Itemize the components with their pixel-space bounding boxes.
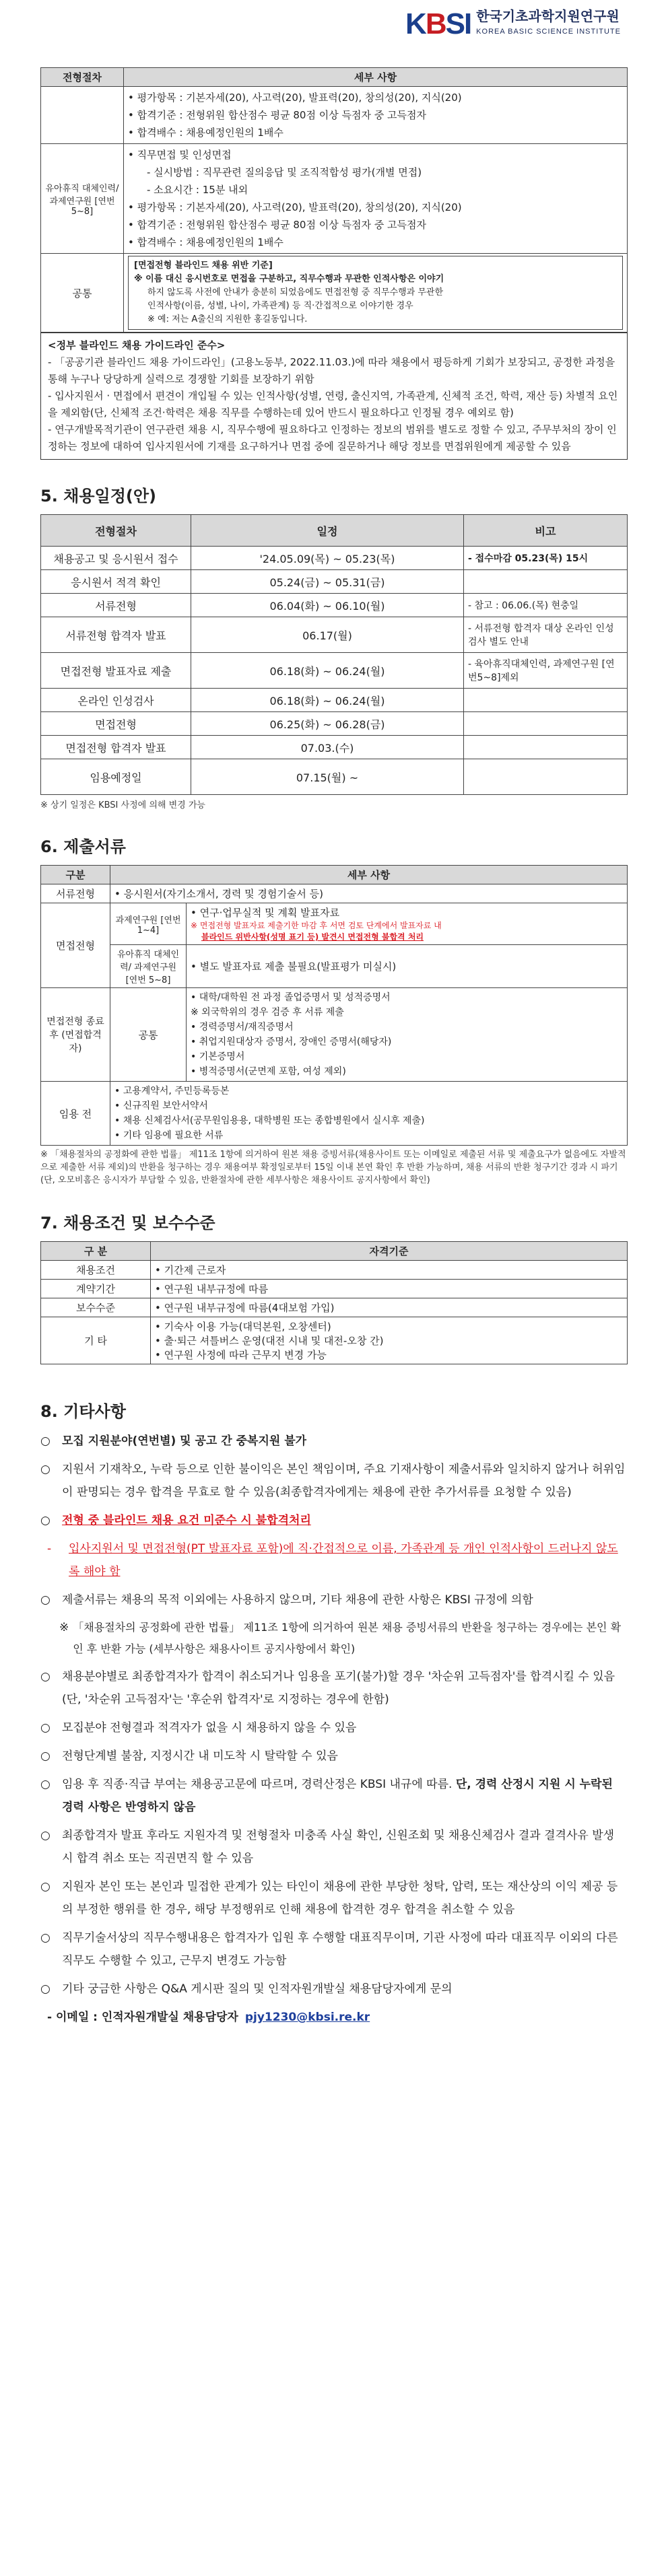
condition-value (151, 1317, 628, 1364)
detail-line: ※ 면접전형 발표자료 제출기한 마감 후 서면 검토 단계에서 발표자료 내 (191, 921, 442, 930)
schedule-date: 06.18(화) ~ 06.24(월) (191, 689, 464, 712)
detail-line: • 고용계약서, 주민등록등본 (114, 1086, 230, 1096)
contact-email-line (40, 2006, 628, 2029)
category-cell: 면접전형 종료 후 (면접합격자) (41, 988, 110, 1082)
notice-line: - 「공공기관 블라인드 채용 가이드라인」(고용노동부, 2022.11.03.)에 따라 채용에서 평등하게 기회가 보장되고, 공정한 과정을 통해 누구나 당당하게 실력으로 경쟁할 기회를 보장하기 위함 (48, 356, 615, 385)
list-item-text (62, 1773, 628, 1819)
schedule-note-cell (464, 759, 628, 795)
list-item-text: 최종합격자 발표 후라도 지원자격 및 전형절차 미충족 사실 확인, 신원조회 및 채용신체검사 결과 결격사유 발생 시 합격 취소 또는 직권면직 할 수 있음 (62, 1829, 615, 1865)
table-row (41, 759, 628, 795)
schedule-stage: 서류전형 합격자 발표 (41, 617, 191, 653)
category-cell: 서류전형 (41, 884, 110, 903)
box-title: [면접전형 블라인드 채용 위반 기준] (134, 260, 273, 271)
table-row (41, 1261, 628, 1280)
list-item (40, 1458, 628, 1504)
condition-line: • 연구원 사정에 따라 근무지 변경 가능 (155, 1349, 327, 1361)
detail-line: - 실시방법 : 직무관련 질의응답 및 조직적합성 평가(개별 면접) (147, 166, 422, 178)
table-row (41, 1280, 628, 1298)
schedule-date: 06.25(화) ~ 06.28(금) (191, 712, 464, 736)
list-item-mark: ○ (40, 1880, 51, 1893)
detail-cell (110, 1082, 628, 1146)
list-item-text: 제출서류는 채용의 목적 이외에는 사용하지 않으며, 기타 채용에 관한 사항은 KBSI 규정에 의함 (62, 1593, 533, 1607)
schedule-date: 06.18(화) ~ 06.24(월) (191, 653, 464, 689)
table-row (41, 144, 628, 254)
list-item (40, 1430, 628, 1453)
table-row (41, 689, 628, 712)
schedule-stage: 채용공고 및 응시원서 접수 (41, 547, 191, 570)
schedule-stage: 면접전형 (41, 712, 191, 736)
table-row (41, 1317, 628, 1364)
documents-table (40, 865, 628, 1146)
box-line: ※ 이름 대신 응시번호로 면접을 구분하고, 직무수행과 무관한 인적사항은 이야기 (134, 274, 444, 284)
list-item-mark: ○ (40, 1514, 51, 1527)
list-item (40, 1773, 628, 1819)
schedule-note: ※ 상기 일정은 KBSI 사정에 의해 변경 가능 (40, 800, 205, 810)
table-row (41, 1082, 628, 1146)
table-row (41, 884, 628, 903)
list-item-mark: - (47, 1542, 52, 1556)
table-row (41, 547, 628, 570)
list-item (40, 1589, 628, 1611)
schedule-note-cell (464, 712, 628, 736)
condition-line: • 기숙사 이용 가능(대덕본원, 오창센터) (155, 1321, 331, 1333)
list-item-text: 「채용절차의 공정화에 관한 법률」 제11조 1항에 의거하여 원본 채용 증빙서류의 반환을 청구하는 경우에는 본인 확인 후 반환 가능 (세부사항은 채용사이트 공지사항에서 확인) (73, 1621, 622, 1655)
detail-cell (124, 254, 628, 333)
subcategory-cell: 과제연구원 [연번 1~4] (110, 903, 187, 945)
condition-value: • 기간제 근로자 (151, 1261, 628, 1280)
condition-label: 보수수준 (41, 1298, 151, 1317)
table-row (41, 1298, 628, 1317)
list-item (40, 1509, 628, 1532)
notice-line: - 연구개발목적기관이 연구관련 채용 시, 직무수행에 필요하다고 인정하는 정보의 범위를 별도로 정할 수 있고, 주무부처의 장이 인정하는 정보에 대하여 입사지원서에 기재를 요구하거나 면접 중에 질문하거나 해당 정보를 면접위원에게 제공할 수 있음 (48, 423, 617, 452)
schedule-stage: 임용예정일 (41, 759, 191, 795)
notice-line: - 입사지원서 · 면접에서 편견이 개입될 수 있는 인적사항(성별, 연령, 출신지역, 가족관계, 신체적 조건, 학력, 재산 등) 차별적 요인을 제외함(단, 신체적 조건·학력은 채용 직무를 수행하는데 있어 반드시 필요하다고 인정될 경우 예외로 함) (48, 390, 618, 419)
list-item (40, 1745, 628, 1768)
list-item-mark: ○ (40, 1931, 51, 1945)
table-row (41, 87, 628, 144)
condition-label: 계약기간 (41, 1280, 151, 1298)
detail-line: • 합격기준 : 전형위원 합산점수 평균 80점 이상 득점자 중 고득점자 (128, 219, 426, 231)
schedule-note-cell (464, 689, 628, 712)
schedule-note-cell (464, 570, 628, 594)
detail-cell (187, 988, 628, 1082)
col-header: 세부 사항 (110, 866, 628, 884)
box-line: 하지 않도록 사전에 안내가 충분히 되었음에도 면접전형 중 직무수행과 무관한 (147, 287, 444, 298)
detail-line: • 경력증명서/재직증명서 (191, 1022, 294, 1033)
col-header: 비고 (464, 515, 628, 547)
detail-line: • 채용 신체검사서(공무원임용용, 대학병원 또는 종합병원에서 실시후 제출) (114, 1115, 425, 1126)
list-item-mark: ○ (40, 1721, 51, 1735)
list-item (40, 1978, 628, 2000)
schedule-date: 05.24(금) ~ 05.31(금) (191, 570, 464, 594)
list-item-text: 기타 궁금한 사항은 Q&A 게시판 질의 및 인적자원개발실 채용담당자에게 문의 (62, 1982, 453, 1996)
col-header: 자격기준 (151, 1242, 628, 1261)
stage-cell: 공통 (41, 254, 124, 333)
detail-line: • 합격배수 : 채용예정인원의 1배수 (128, 127, 283, 139)
list-item (40, 1665, 628, 1711)
list-item-text: 모집 지원분야(연번별) 및 공고 간 중복지원 불가 (62, 1434, 307, 1448)
list-item (40, 1824, 628, 1870)
detail-line: • 합격배수 : 채용예정인원의 1배수 (128, 236, 283, 248)
section-title: 5. 채용일정(안) (40, 487, 157, 506)
detail-cell: • 응시원서(자기소개서, 경력 및 경험기술서 등) (110, 884, 628, 903)
notice-title: <정부 블라인드 채용 가이드라인 준수> (48, 339, 226, 351)
detail-line: • 병적증명서(군면제 포함, 여성 제외) (191, 1066, 346, 1077)
detail-line: • 신규직원 보안서약서 (114, 1101, 208, 1111)
detail-line: • 연구·업무실적 및 계획 발표자료 (191, 907, 340, 919)
detail-line: • 대학/대학원 전 과정 졸업증명서 및 성적증명서 (191, 992, 391, 1003)
condition-line: • 출·퇴근 셔틀버스 운영(대전 시내 및 대전-오창 간) (155, 1335, 384, 1347)
col-header: 구분 (41, 866, 110, 884)
detail-cell: • 별도 발표자료 제출 불필요(발표평가 미실시) (187, 945, 628, 988)
list-item-text: 전형단계별 불참, 지정시간 내 미도착 시 탈락할 수 있음 (62, 1749, 338, 1763)
section-title: 7. 채용조건 및 보수수준 (40, 1214, 215, 1232)
documents-footnote: ※ 「채용절차의 공정화에 관한 법률」 제11조 1항에 의거하여 원본 채용 증빙서류(채용사이트 또는 이메일로 제출된 서류 및 제출요구가 없음에도 자발적으로 제출한 서류 제외)의 반환을 청구하는 경우 채용여부 확정일로부터 15일 이내 본연 확인 후 반환 가능하며, 채용 서류의 반환 청구기간 경과 시 파기(단, 오모비홈은 응시자가 부담할 수 있음, 반환절차에 관한 세부사항은 채용사이트 공지사항에서 확인) (40, 1150, 626, 1185)
list-item-text-plain: 임용 후 직종·직급 부여는 채용공고문에 따르며, 경력산정은 KBSI 내규에 따름. (62, 1778, 453, 1791)
detail-cell (124, 144, 628, 254)
detail-line: • 평가항목 : 기본자세(20), 사고력(20), 발표력(20), 창의성(20), 지식(20) (128, 201, 462, 213)
misc-items-list (40, 1430, 628, 2000)
list-item-text: 채용분야별로 최종합격자가 합격이 취소되거나 임용을 포기(불가)할 경우 '차순위 고득점자'를 합격시킬 수 있음(단, '차순위 고득점자'는 '후순위 합격자'로 지정하는 경우에 한함) (62, 1670, 615, 1706)
table-row (41, 570, 628, 594)
col-header-stage: 전형절차 (41, 68, 124, 87)
table-row (41, 712, 628, 736)
list-item-text: 직무기술서상의 직무수행내용은 합격자가 입원 후 수행할 대표직무이며, 기관 사정에 따라 대표직무 이외의 다른 직무도 수행할 수 있고, 근무지 변경도 가능함 (62, 1931, 618, 1968)
detail-line: • 취업지원대상자 증명서, 장애인 증명서(해당자) (191, 1037, 392, 1047)
detail-line: • 기본증명서 (191, 1051, 245, 1062)
schedule-date: 06.04(화) ~ 06.10(월) (191, 594, 464, 617)
table-row (41, 617, 628, 653)
list-item-text: 지원자 본인 또는 본인과 밀접한 관계가 있는 타인이 채용에 관한 부당한 청탁, 압력, 또는 재산상의 이익 제공 등의 부정한 행위를 한 경우, 해당 부정행위로 인해 채용에 합격한 경우 합격을 취소할 수 있음 (62, 1880, 618, 1916)
schedule-table (40, 514, 628, 795)
section-title: 6. 제출서류 (40, 837, 126, 856)
detail-line: • 합격기준 : 전형위원 합산점수 평균 80점 이상 득점자 중 고득점자 (128, 109, 426, 121)
col-header: 일정 (191, 515, 464, 547)
document-page (40, 0, 628, 2029)
detail-line: ※ 외국학위의 경우 검증 후 서류 제출 (191, 1007, 344, 1018)
list-item-mark: ○ (40, 1670, 51, 1683)
table-row (41, 254, 628, 333)
list-item (40, 1617, 628, 1660)
schedule-date: 06.17(월) (191, 617, 464, 653)
stage-cell (41, 87, 124, 144)
list-item-mark: ○ (40, 1593, 51, 1607)
detail-cell (187, 903, 628, 945)
col-header: 구 분 (41, 1242, 151, 1261)
condition-label: 채용조건 (41, 1261, 151, 1280)
schedule-date: 07.15(월) ~ (191, 759, 464, 795)
detail-line: • 기타 임용에 필요한 서류 (114, 1130, 224, 1141)
list-item-text: 전형 중 블라인드 채용 요건 미준수 시 불합격처리 (62, 1514, 311, 1527)
blind-violation-box (128, 256, 623, 330)
box-line: ※ 예: 저는 A출신의 지원한 홍길동입니다. (147, 314, 308, 324)
detail-line: - 소요시간 : 15분 내외 (147, 184, 248, 196)
schedule-stage: 온라인 인성검사 (41, 689, 191, 712)
schedule-note-cell: - 육아휴직대체인력, 과제연구원 [연번5~8]제외 (464, 653, 628, 689)
schedule-stage: 서류전형 (41, 594, 191, 617)
table-row (41, 653, 628, 689)
box-line: 인적사항(이름, 성별, 나이, 가족관계) 등 직·간접적으로 이야기한 경우 (147, 301, 413, 311)
detail-line: • 직무면접 및 인성면접 (128, 149, 232, 161)
table-row (41, 736, 628, 759)
list-item-text-bold: 단, 경력 산정시 지원 시 누락된 경력 사항은 반영하지 않음 (62, 1778, 613, 1814)
list-item-mark: ○ (40, 1778, 51, 1791)
kbsi-logo (405, 9, 621, 39)
table-row (41, 903, 628, 945)
detail-cell (124, 87, 628, 144)
condition-value: • 연구원 내부규정에 따름 (151, 1280, 628, 1298)
list-item (40, 1716, 628, 1739)
col-header: 전형절차 (41, 515, 191, 547)
schedule-note-cell (464, 736, 628, 759)
table-row (41, 988, 628, 1082)
email-link[interactable]: pjy1230@kbsi.re.kr (244, 2011, 370, 2024)
schedule-note-cell: - 서류전형 합격자 대상 온라인 인성검사 별도 안내 (464, 617, 628, 653)
blind-guideline-notice (40, 333, 628, 460)
email-label: - 이메일 : 인적자원개발실 채용담당자 (47, 2011, 238, 2024)
condition-label: 기 타 (41, 1317, 151, 1364)
detail-line: • 평가항목 : 기본자세(20), 사고력(20), 발표력(20), 창의성(20), 지식(20) (128, 92, 462, 104)
section-title: 8. 기타사항 (40, 1402, 126, 1421)
table-row (41, 594, 628, 617)
kbsi-logo-mark: KBSI (405, 7, 471, 40)
logo-name-ko: 한국기초과학지원연구원 (476, 9, 620, 24)
detail-line: 블라인드 위반사항(성명 표기 등) 발견시 면접전형 불합격 처리 (201, 932, 424, 942)
logo-name-en: KOREA BASIC SCIENCE INSTITUTE (476, 28, 621, 36)
col-header-detail: 세부 사항 (124, 68, 628, 87)
list-item-text: 입사지원서 및 면접전형(PT 발표자료 포함)에 직·간접적으로 이름, 가족관계 등 개인 인적사항이 드러나지 않도록 해야 함 (69, 1542, 618, 1578)
list-item-mark: ○ (40, 1829, 51, 1842)
list-item (40, 1537, 628, 1583)
kbsi-logo-text (476, 9, 621, 39)
stage-cell: 유아휴직 대체인력/ 과제연구원 [연번5~8] (41, 144, 124, 254)
list-item-mark: ○ (40, 1982, 51, 1996)
list-item-mark: ○ (40, 1749, 51, 1763)
list-item-text: 지원서 기재착오, 누락 등으로 인한 불이익은 본인 책임이며, 주요 기재사항이 제출서류와 일치하지 않거나 허위임이 판명되는 경우 합격을 무효로 할 수 있음(최종합격자에게는 채용에 관한 추가서류를 요청할 수 있음) (62, 1463, 626, 1499)
schedule-date: '24.05.09(목) ~ 05.23(목) (191, 547, 464, 570)
list-item (40, 1875, 628, 1921)
list-item-text: 모집분야 전형결과 적격자가 없을 시 채용하지 않을 수 있음 (62, 1721, 357, 1735)
subcategory-cell: 유아휴직 대체인력/ 과제연구원 [연번 5~8] (110, 945, 187, 988)
schedule-stage: 면접전형 발표자료 제출 (41, 653, 191, 689)
category-cell: 면접전형 (41, 903, 110, 988)
schedule-note-cell: - 참고 : 06.06.(목) 현충일 (464, 594, 628, 617)
list-item (40, 1926, 628, 1972)
list-item-mark: ○ (40, 1463, 51, 1476)
schedule-stage: 응시원서 적격 확인 (41, 570, 191, 594)
schedule-date: 07.03.(수) (191, 736, 464, 759)
selection-procedure-table (40, 67, 628, 333)
conditions-table (40, 1241, 628, 1364)
list-item-mark: ※ (59, 1621, 69, 1634)
category-cell: 임용 전 (41, 1082, 110, 1146)
list-item-mark: ○ (40, 1434, 51, 1448)
schedule-note-cell: - 접수마감 05.23(목) 15시 (464, 547, 628, 570)
schedule-stage: 면접전형 합격자 발표 (41, 736, 191, 759)
table-row (41, 945, 628, 988)
subcategory-cell: 공통 (110, 988, 187, 1082)
condition-value: • 연구원 내부규정에 따름(4대보험 가입) (151, 1298, 628, 1317)
